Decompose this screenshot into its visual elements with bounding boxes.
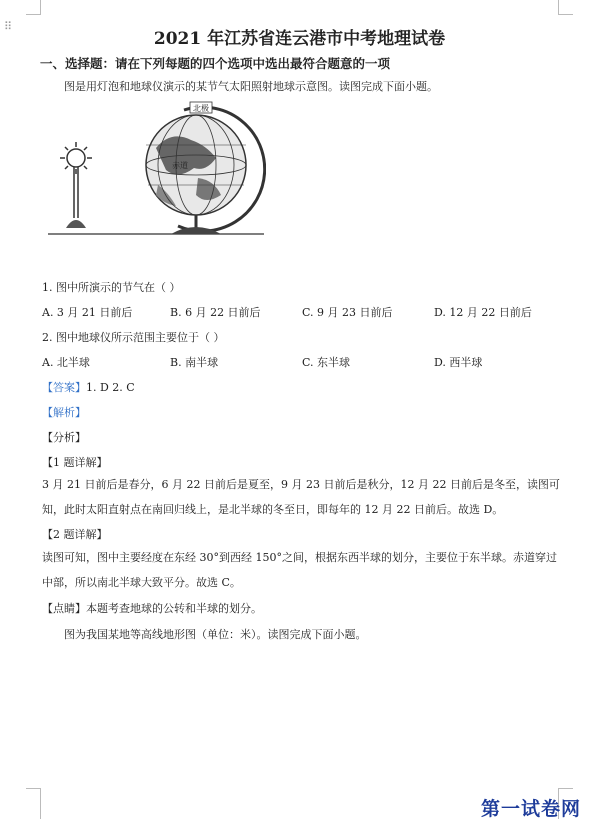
q1-option-c[interactable]: C. 9 月 23 日前后 xyxy=(302,306,393,319)
q2-detail-tag: 【2 题详解】 xyxy=(42,528,108,541)
section-heading: 一、选择题：请在下列每题的四个选项中选出最符合题意的一项 xyxy=(40,56,391,71)
question-intro: 图是用灯泡和地球仪演示的某节气太阳照射地球示意图。读图完成下面小题。 xyxy=(64,80,438,93)
q2-option-c[interactable]: C. 东半球 xyxy=(302,356,351,369)
q1-option-b[interactable]: B. 6 月 22 日前后 xyxy=(170,306,261,319)
next-question-intro: 图为我国某地等高线地形图（单位：米）。读图完成下面小题。 xyxy=(64,628,367,641)
q2-option-b[interactable]: B. 南半球 xyxy=(170,356,219,369)
crop-mark-bottom-left xyxy=(26,788,41,819)
q2-detail: 读图可知，图中主要经度在东经 30°到西经 150°之间，根据东西半球的划分，主要位于东半球。赤道穿过中部，所以南北半球大致平分。故选 C。 xyxy=(42,551,557,589)
question-1-stem: 1. 图中所演示的节气在（ ） xyxy=(42,281,181,294)
question-2-stem: 2. 图中地球仪所示范围主要位于（ ） xyxy=(42,331,225,344)
analysis-tag: 【解析】 xyxy=(42,406,86,419)
q1-option-d[interactable]: D. 12 月 22 日前后 xyxy=(434,306,532,319)
crop-mark-top-left xyxy=(26,0,41,15)
label-equator: 赤道 xyxy=(172,161,188,170)
site-brand-logo: 第一试卷网 xyxy=(480,798,581,820)
q1-detail: 3 月 21 日前后是春分，6 月 22 日前后是夏至，9 月 23 日前后是秋分，12 月 22 日前后是冬至，读图可知，此时太阳直射点在南回归线上，是北半球的冬至日，即每年的 12 月 22 日前后。故选 D。 xyxy=(42,478,560,516)
crop-mark-top-right xyxy=(558,0,573,15)
page-title: 2021 年江苏省连云港市中考地理试卷 xyxy=(153,29,446,49)
drag-handle-icon[interactable]: ⠿ xyxy=(4,20,14,33)
dianjing-note: 【点睛】本题考查地球的公转和半球的划分。 xyxy=(42,602,262,615)
answer-text: 1. D 2. C xyxy=(86,381,135,394)
label-north-pole: 北极 xyxy=(193,104,209,113)
q1-option-a[interactable]: A. 3 月 21 日前后 xyxy=(42,306,133,319)
answer-line xyxy=(42,379,135,395)
globe-lamp-figure xyxy=(46,100,266,245)
globe-illustration xyxy=(146,102,265,234)
lamp-illustration xyxy=(60,142,92,228)
q1-detail-tag: 【1 题详解】 xyxy=(42,456,108,469)
fenxi-tag: 【分析】 xyxy=(42,431,86,444)
answer-tag: 【答案】 xyxy=(42,381,86,394)
q2-option-a[interactable]: A. 北半球 xyxy=(42,356,90,369)
q2-option-d[interactable]: D. 西半球 xyxy=(434,356,483,369)
